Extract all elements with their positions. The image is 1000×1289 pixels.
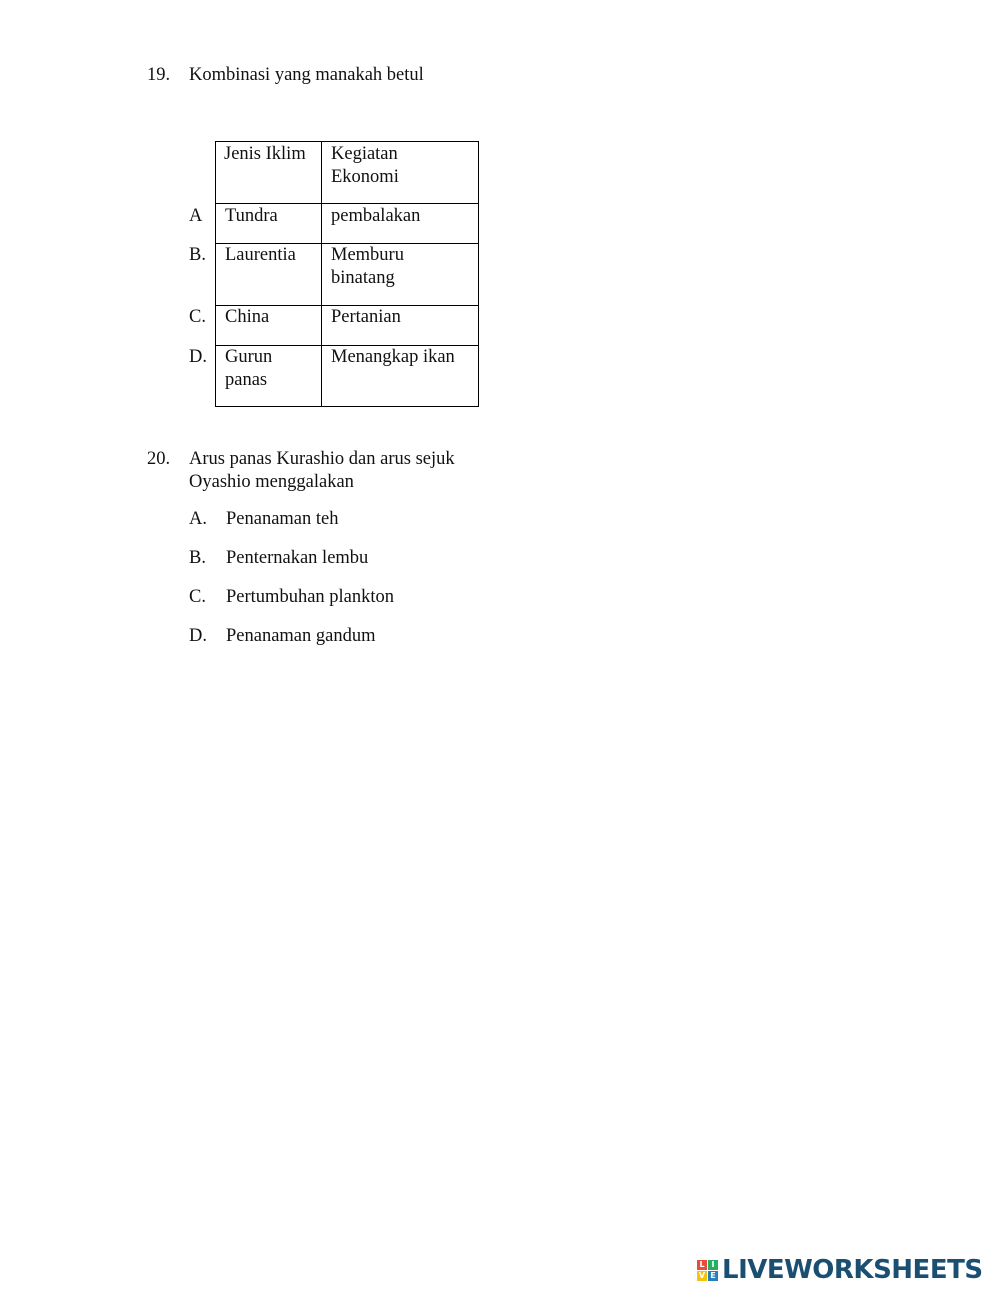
table-cell-activity: Pertanian bbox=[331, 307, 401, 327]
table-header-activity: Kegiatan Ekonomi bbox=[331, 144, 399, 187]
table-divider bbox=[215, 203, 479, 204]
table-header-climate: Jenis Iklim bbox=[224, 144, 306, 164]
table-cell-climate: China bbox=[225, 307, 270, 327]
logo-mark-cell: V bbox=[698, 1270, 706, 1280]
option-text: Penanaman teh bbox=[226, 509, 339, 529]
question-20-number: 20. bbox=[147, 449, 171, 469]
logo-mark-cell: L bbox=[697, 1260, 707, 1270]
logo-wordmark: LIVEWORKSHEETS bbox=[722, 1255, 983, 1285]
row-letter: D. bbox=[189, 347, 207, 367]
climate-activity-table bbox=[215, 141, 479, 407]
table-border-top bbox=[215, 141, 479, 142]
table-cell-climate: Laurentia bbox=[225, 245, 296, 265]
row-letter: C. bbox=[189, 307, 206, 327]
option-letter: B. bbox=[189, 548, 206, 568]
table-border-left bbox=[215, 141, 216, 407]
row-letter: B. bbox=[189, 245, 206, 265]
row-letter: A bbox=[189, 206, 203, 226]
table-column-divider bbox=[321, 141, 322, 407]
option-text: Penternakan lembu bbox=[226, 548, 369, 568]
table-cell-activity: Memburu binatang bbox=[331, 245, 404, 288]
logo-mark-cell: I bbox=[708, 1260, 718, 1270]
option-letter: D. bbox=[189, 626, 207, 646]
option-text: Pertumbuhan plankton bbox=[226, 587, 395, 607]
option-letter: C. bbox=[189, 587, 206, 607]
question-19-number: 19. bbox=[147, 65, 171, 85]
logo-mark-cell: E bbox=[708, 1271, 718, 1281]
table-border-bottom bbox=[215, 406, 479, 407]
table-cell-activity: Menangkap ikan bbox=[331, 347, 455, 367]
table-cell-activity: pembalakan bbox=[331, 206, 421, 226]
liveworksheets-logo[interactable] bbox=[697, 1255, 983, 1285]
question-19-text: Kombinasi yang manakah betul bbox=[189, 65, 424, 85]
option-letter: A. bbox=[189, 509, 207, 529]
liveworksheets-logo-icon bbox=[697, 1260, 718, 1281]
table-cell-climate: Gurun panas bbox=[225, 347, 273, 390]
table-cell-climate: Tundra bbox=[225, 206, 278, 226]
table-border-right bbox=[478, 141, 479, 407]
question-20-text: Arus panas Kurashio dan arus sejuk Oyashio menggalakan bbox=[189, 449, 455, 492]
option-text: Penanaman gandum bbox=[226, 626, 376, 646]
